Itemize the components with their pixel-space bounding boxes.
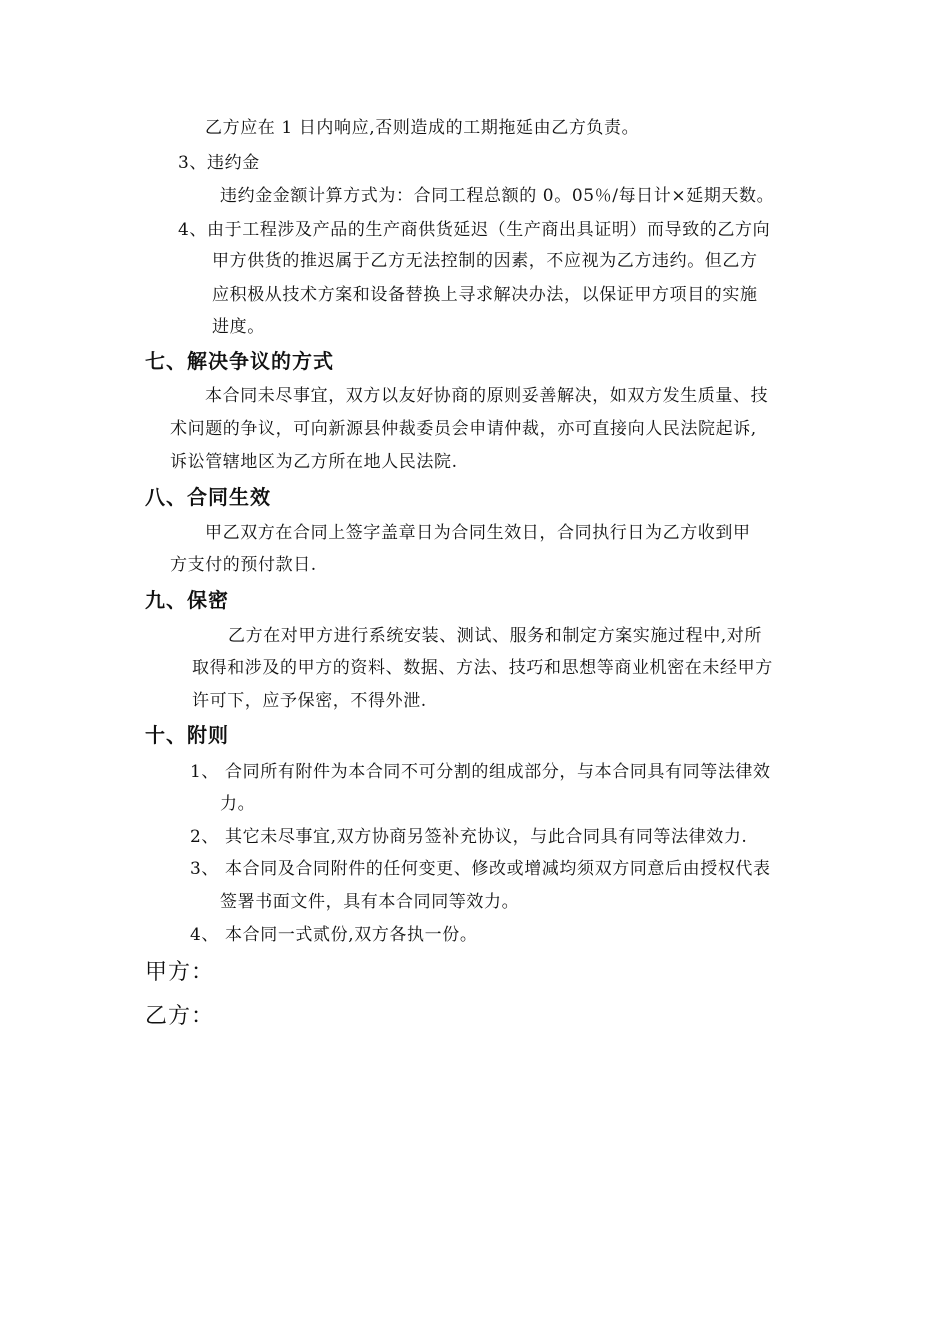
dispute-line-2: 术问题的争议，可向新源县仲裁委员会申请仲裁，亦可直接向人民法院起诉, <box>170 419 757 439</box>
section-heading-effect: 八、合同生效 <box>145 485 271 509</box>
supplementary-item-3-line-1: 3、 本合同及合同附件的任何变更、修改或增减均须双方同意后由授权代表 <box>190 859 771 879</box>
dispute-line-1: 本合同未尽事宜，双方以友好协商的原则妥善解决，如双方发生质量、技 <box>205 386 769 406</box>
dispute-line-3: 诉讼管辖地区为乙方所在地人民法院. <box>170 452 458 472</box>
supplementary-item-3-line-2: 签署书面文件，具有本合同同等效力。 <box>220 892 520 912</box>
delay-clause-line-2: 甲方供货的推迟属于乙方无法控制的因素，不应视为乙方违约。但乙方 <box>212 251 758 271</box>
confidentiality-line-3: 许可下，应予保密，不得外泄. <box>192 691 427 711</box>
penalty-formula: 违约金金额计算方式为：合同工程总额的 0。05％/每日计×延期天数。 <box>220 186 775 206</box>
confidentiality-line-1: 乙方在对甲方进行系统安装、测试、服务和制定方案实施过程中,对所 <box>228 626 763 646</box>
delay-clause-line-4: 进度。 <box>212 317 265 337</box>
supplementary-item-4: 4、 本合同一式贰份,双方各执一份。 <box>190 925 478 945</box>
effect-line-1: 甲乙双方在合同上签字盖章日为合同生效日，合同执行日为乙方收到甲 <box>205 523 751 543</box>
section-heading-supplementary: 十、附则 <box>145 723 229 747</box>
party-b-signature-label: 乙方： <box>145 1004 215 1029</box>
supplementary-item-1-line-2: 力。 <box>220 794 256 814</box>
effect-line-2: 方支付的预付款日. <box>170 555 317 575</box>
delay-clause-line-1: 4、由于工程涉及产品的生产商供货延迟（生产商出具证明）而导致的乙方向 <box>178 220 771 240</box>
supplementary-item-2: 2、 其它未尽事宜,双方协商另签补充协议，与此合同具有同等法律效力. <box>190 827 748 847</box>
response-clause: 乙方应在 1 日内响应,否则造成的工期拖延由乙方负责。 <box>205 118 640 138</box>
party-a-signature-label: 甲方： <box>145 960 215 985</box>
confidentiality-line-2: 取得和涉及的甲方的资料、数据、方法、技巧和思想等商业机密在未经甲方 <box>192 658 773 678</box>
delay-clause-line-3: 应积极从技术方案和设备替换上寻求解决办法，以保证甲方项目的实施 <box>212 285 758 305</box>
section-heading-dispute: 七、解决争议的方式 <box>145 349 334 373</box>
penalty-item-title: 3、违约金 <box>178 153 260 173</box>
supplementary-item-1-line-1: 1、 合同所有附件为本合同不可分割的组成部分，与本合同具有同等法律效 <box>190 762 771 782</box>
section-heading-confidentiality: 九、保密 <box>145 588 229 612</box>
